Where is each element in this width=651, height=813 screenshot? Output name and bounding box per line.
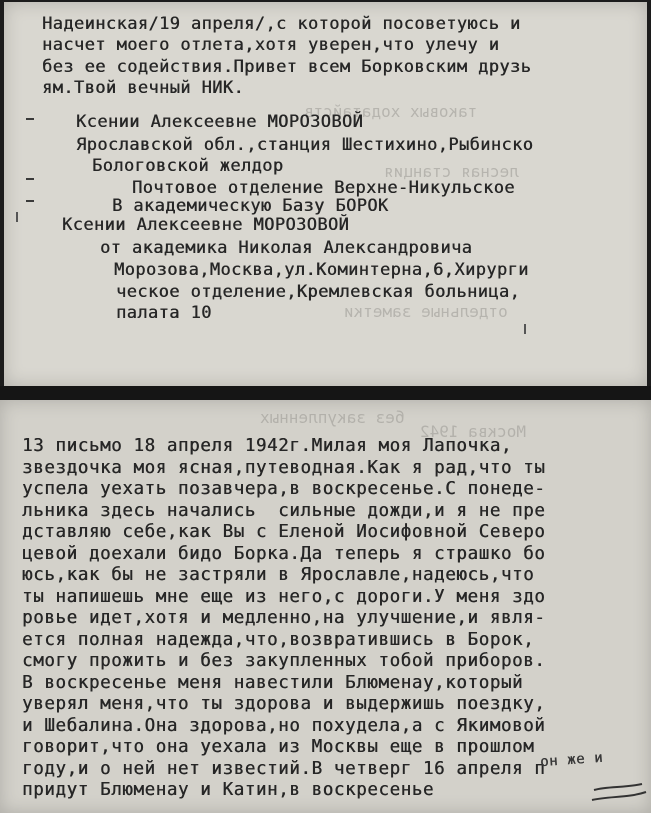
letter-line: 13 письмо 18 апреля 1942г.Милая моя Лапочка, (22, 436, 512, 456)
address-line: В академическую Базу БОРОК (112, 196, 389, 216)
margin-mark (524, 324, 526, 334)
address-line: Ксении Алексеевне МОРОЗОВОЙ (62, 215, 350, 235)
letter-sheet-top (4, 2, 647, 386)
letter-line: Надеинская/19 апреля/,с которой посоветуюсь и (42, 14, 521, 34)
letter-line: без ее содействия.Привет всем Борковским друзь (42, 57, 532, 77)
show-through-text: без закупленных (260, 408, 405, 427)
margin-dash (26, 200, 34, 202)
letter-line: В воскресенье меня навестили Блюменау,который (22, 673, 524, 693)
letter-line: успела уехать позавчера,в воскресенье.С понеде- (22, 479, 546, 499)
letter-line: дставляю себе,как Вы с Еленой Иосифовной Северо (22, 522, 546, 542)
letter-line: году,и о ней нет известий.В четверг 16 апреля п (22, 759, 546, 779)
address-line: Морозова,Москва,ул.Коминтерна,6,Хирурги (114, 260, 529, 280)
letter-line: смогу прожить и без закупленных тобой приборов. (22, 651, 546, 671)
letter-line: ровье идет,хотя и медленно,на улучшение,и явля- (22, 608, 546, 628)
margin-dash (26, 178, 34, 180)
letter-line: ется полная надежда,что,возвратившись в Борок, (22, 630, 535, 650)
address-line: Почтовое отделение Верхне-Никульское (132, 178, 515, 198)
show-through-text: Москва 1942 (420, 422, 526, 441)
address-line: Бологовской желдор (92, 156, 284, 176)
overtyped-fragment: он же и (539, 749, 604, 771)
margin-dash (26, 118, 34, 120)
address-line: ческое отделение,Кремлевская больница, (116, 282, 521, 302)
letter-line: ям.Твой вечный НИК. (42, 78, 245, 98)
address-line: Ксении Алексеевне МОРОЗОВОЙ (76, 112, 364, 132)
letter-line: уверял меня,что ты здорова и выдержишь поездку, (22, 694, 546, 714)
letter-line: звездочка моя ясная,путеводная.Как я рад,что ты (22, 458, 546, 478)
address-line: палата 10 (116, 303, 212, 323)
pen-scribble (590, 778, 648, 808)
margin-mark (16, 212, 18, 222)
show-through-text: таковых ходатайств (304, 102, 478, 121)
letter-line: насчет моего отлета,хотя уверен,что улечу и (42, 35, 500, 55)
letter-line: цевой доехали бидо Борка.Да теперь я страшко бо (22, 544, 546, 564)
letter-line: и Шебалина.Она здорова,но похудела,а с Якимовой (22, 716, 546, 736)
show-through-text: лесная станция (384, 162, 519, 181)
show-through-text: отдельные заметки (344, 302, 508, 321)
letter-line: придут Блюменау и Катин,в воскресенье (22, 780, 435, 800)
address-line: от академика Николая Александровича (100, 238, 473, 258)
letter-line: ты напишешь мне еще из него,с дороги.У меня здо (22, 587, 546, 607)
address-line: Ярославской обл.,станция Шестихино,Рыбинско (76, 135, 534, 155)
letter-sheet-bottom (0, 400, 651, 813)
letter-line: говорит,что она уехала из Москвы еще в прошлом (22, 737, 535, 757)
letter-line: льника здесь начались сильные дожди,и я не пре (22, 501, 546, 521)
sheet-gap (0, 386, 651, 400)
letter-line: юсь,как бы не застряли в Ярославле,надеюсь,что (22, 565, 535, 585)
